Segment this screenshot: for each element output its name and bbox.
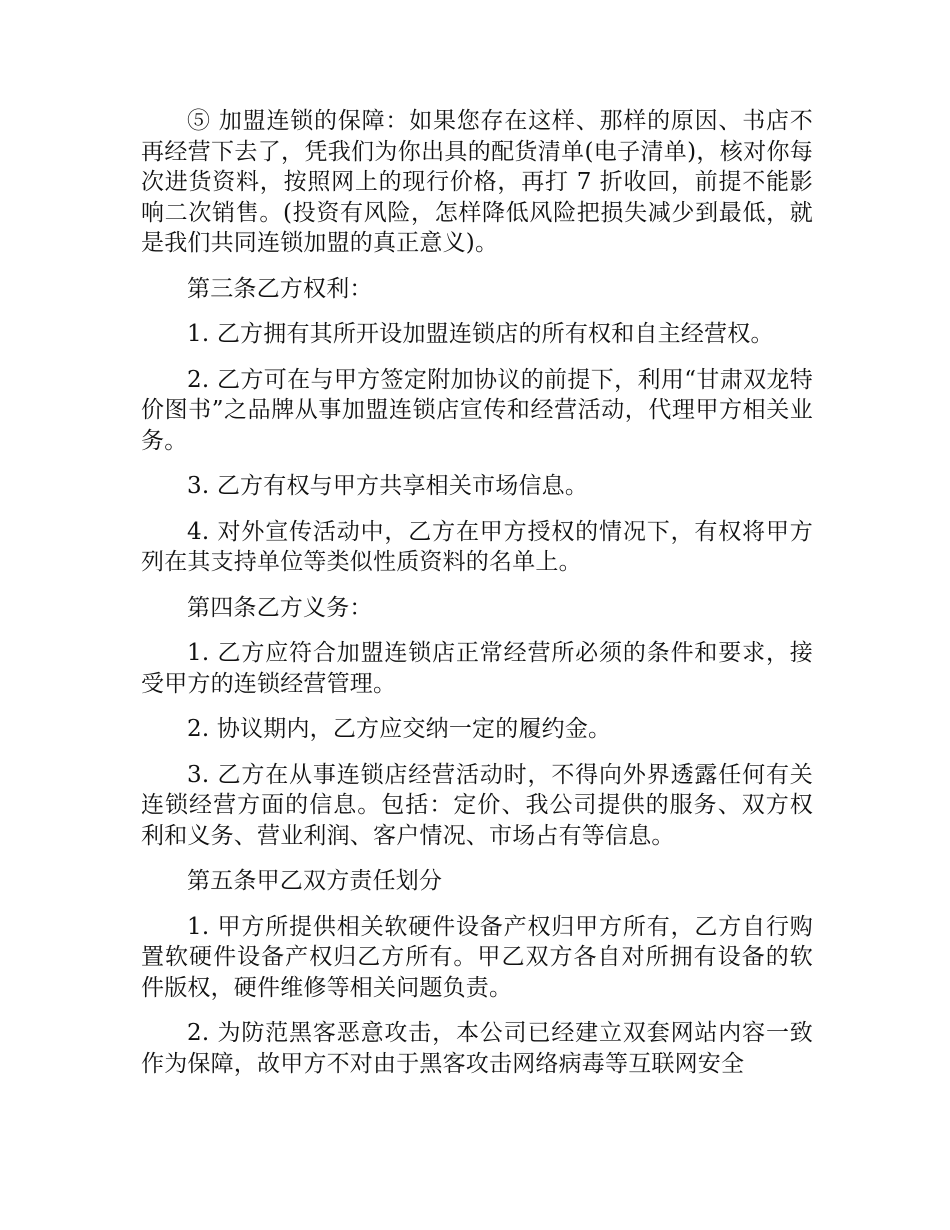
paragraph-franchise-guarantee: ⑤ 加盟连锁的保障：如果您存在这样、那样的原因、书店不再经营下去了，凭我们为你出具的配货清单(电子清单)，核对你每次进货资料，按照网上的现行价格，再打 7 折收回，前提不能影响二次销售。(投资有风险，怎样降低风险把损失减少到最低，就是我们共同连锁加盟的真正意义)。: [141, 108, 813, 256]
paragraph-rights-1: 1. 乙方拥有其所开设加盟连锁店的所有权和自主经营权。: [187, 321, 774, 347]
document-page: [141, 106, 813, 1094]
paragraph-rights-3: 3. 乙方有权与甲方共享相关市场信息。: [187, 473, 589, 499]
paragraph-obligations-1: 1. 乙方应符合加盟连锁店正常经营所必须的条件和要求，接受甲方的连锁经营管理。: [141, 640, 813, 697]
paragraph-rights-4: 4. 对外宣传活动中，乙方在甲方授权的情况下，有权将甲方列在其支持单位等类似性质资料的名单上。: [141, 518, 813, 575]
paragraph-obligations-3: 3. 乙方在从事连锁店经营活动时，不得向外界透露任何有关连锁经营方面的信息。包括：定价、我公司提供的服务、双方权利和义务、营业利润、客户情况、市场占有等信息。: [141, 761, 813, 849]
paragraph-responsibilities-1: 1. 甲方所提供相关软硬件设备产权归甲方所有，乙方自行购置软硬件设备产权归乙方所有。甲乙双方各自对所拥有设备的软件版权，硬件维修等相关问题负责。: [141, 913, 813, 1001]
heading-article-3-party-b-rights: 第三条乙方权利：: [187, 275, 373, 302]
paragraph-rights-2: 2. 乙方可在与甲方签定附加协议的前提下，利用“甘肃双龙特价图书”之品牌从事加盟连锁店宣传和经营活动，代理甲方相关业务。: [141, 366, 813, 454]
paragraph-obligations-2: 2. 协议期内，乙方应交纳一定的履约金。: [187, 716, 612, 742]
heading-article-4-party-b-obligations: 第四条乙方义务：: [187, 594, 373, 621]
paragraph-responsibilities-2: 2. 为防范黑客恶意攻击，本公司已经建立双套网站内容一致作为保障，故甲方不对由于黑客攻击网络病毒等互联网安全: [141, 1020, 813, 1077]
heading-article-5-responsibilities: 第五条甲乙双方责任划分: [187, 868, 443, 894]
